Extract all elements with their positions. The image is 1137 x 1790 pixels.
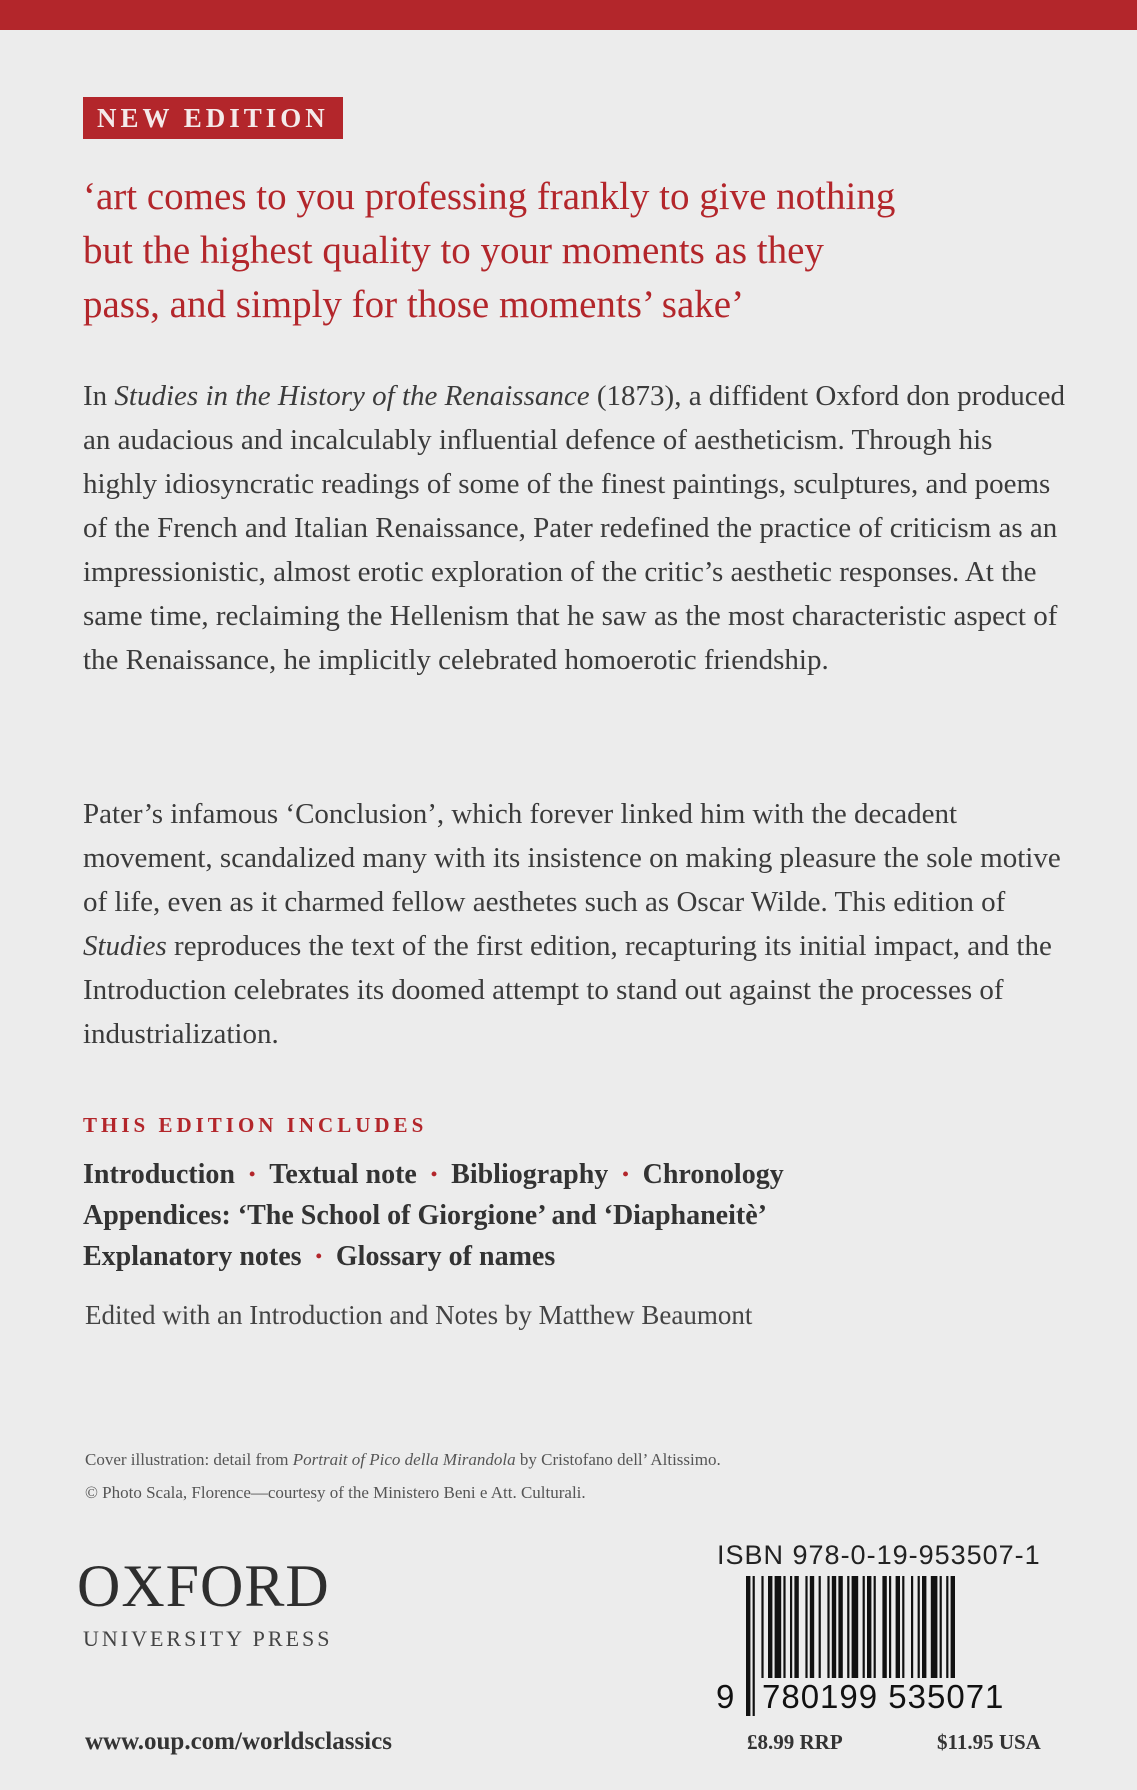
bullet: • [248, 1164, 256, 1184]
include-item: Introduction [83, 1159, 235, 1190]
credit-text-start: Cover illustration: detail from [85, 1450, 293, 1469]
para1-text-start: In [83, 380, 115, 412]
top-red-band [0, 0, 1137, 30]
bullet: • [315, 1246, 322, 1266]
credit-line-1 [85, 1443, 985, 1476]
quote-line: ‘art comes to you professing frankly to give nothing [83, 175, 896, 218]
bullet: • [430, 1164, 438, 1184]
credit-line-2: © Photo Scala, Florence—courtesy of the Ministero Beni e Att. Culturali. [85, 1483, 586, 1502]
includes-heading: THIS EDITION INCLUDES [83, 1113, 428, 1137]
publisher-url: www.oup.com/worldsclassics [85, 1728, 392, 1755]
includes-line-3 [83, 1236, 1083, 1277]
includes-line-1 [83, 1154, 1083, 1195]
description-paragraph-2 [83, 792, 1073, 1056]
includes-line-2: Appendices: ‘The School of Giorgione’ and ‘Diaphaneitè’ [83, 1200, 767, 1231]
price-us: $11.95 USA [937, 1730, 1041, 1754]
barcode-digits: 780199 535071 [760, 1678, 1054, 1716]
include-item: Chronology [642, 1159, 784, 1190]
editor-credit: Edited with an Introduction and Notes by Matthew Beaumont [85, 1300, 753, 1330]
include-item: Bibliography [451, 1159, 609, 1190]
para1-text-rest: (1873), a diffident Oxford don produced an audacious and incalculably influential defence of aestheticism. Through his highly idiosyncratic readings of some of the finest paintings, sculptures, and poems of the French and Italian Renaissance, Pater redefined the practice of criticism as an impressionistic, almost erotic exploration of the critic’s aesthetic responses. At the same time, reclaiming the Hellenism that he saw as the most characteristic aspect of the Renaissance, he implicitly celebrated homoerotic friendship. [83, 380, 1066, 676]
para2-text-rest: reproduces the text of the first edition, recapturing its initial impact, and the Introduction celebrates its doomed attempt to stand out against the processes of industrialization. [83, 930, 1052, 1050]
barcode-lead-digit: 9 [716, 1678, 735, 1715]
include-item: Glossary of names [335, 1241, 556, 1272]
price-uk: £8.99 RRP [747, 1730, 843, 1754]
publisher-logo: OXFORD [77, 1553, 330, 1619]
isbn-text: ISBN 978-0-19-953507-1 [717, 1540, 1041, 1570]
description-paragraph-1 [83, 374, 1073, 682]
bullet: • [622, 1164, 629, 1184]
short-title: Studies [83, 930, 167, 962]
quote-line: but the highest quality to your moments as they [83, 229, 824, 272]
barcode-bar [746, 1576, 750, 1716]
include-item: Textual note [269, 1159, 417, 1190]
credit-text-end: by Cristofano dell’ Altissimo. [515, 1450, 721, 1469]
pull-quote [83, 170, 1043, 332]
publisher-logo-subtitle: UNIVERSITY PRESS [83, 1626, 333, 1651]
include-item: Explanatory notes [83, 1241, 302, 1272]
book-title: Studies in the History of the Renaissance [114, 380, 590, 412]
painting-title: Portrait of Pico della Mirandola [292, 1450, 516, 1469]
para2-text-start: Pater’s infamous ‘Conclusion’, which forever linked him with the decadent movement, scandalized many with its insistence on making pleasure the sole motive of life, even as it charmed fellow aesthetes such as Oscar Wilde. This edition of [83, 798, 1061, 918]
cover-illustration-credit [85, 1443, 985, 1509]
quote-line: pass, and simply for those moments’ sake’ [83, 283, 745, 326]
includes-list [83, 1154, 1083, 1277]
barcode-bar [753, 1576, 755, 1716]
new-edition-badge: NEW EDITION [83, 97, 343, 139]
